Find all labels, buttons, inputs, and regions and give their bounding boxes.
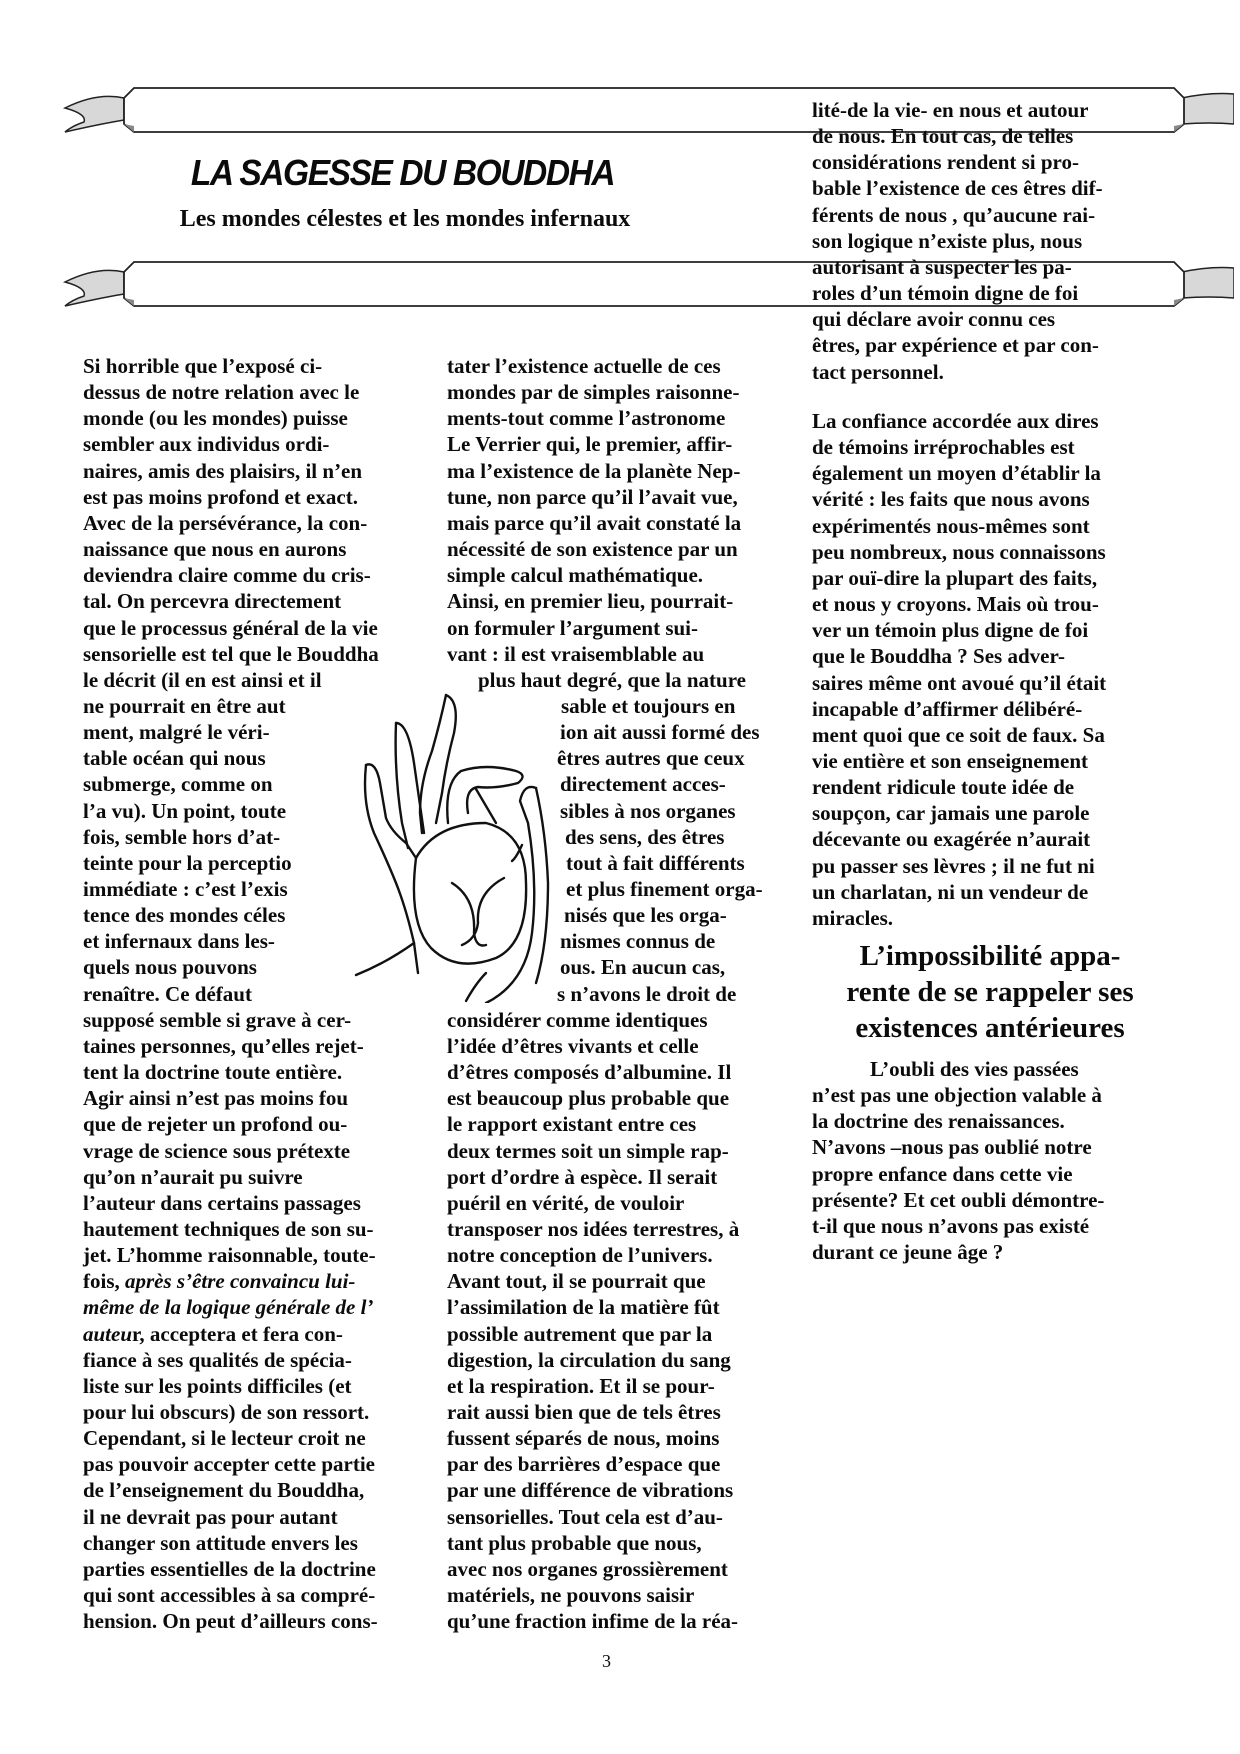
page-number: 3 [602, 1651, 611, 1671]
right-text-line: N’avons –nous pas oublié notre [812, 1135, 1092, 1160]
middle-text-line: qu’une fraction infime de la réa- [447, 1609, 739, 1634]
right-text-line: t-il que nous n’avons pas existé [812, 1213, 1090, 1238]
left-text-line: sensorielle est tel que le Bouddha [83, 641, 379, 666]
right-text-line: vérité : les faits que nous avons [812, 487, 1090, 512]
left-text-line: table océan qui nous [83, 746, 266, 771]
right-text-line: La confiance accordée aux dires [812, 409, 1099, 433]
middle-text-line: d’êtres composés d’albumine. Il [447, 1060, 732, 1085]
middle-text-line: s n’avons le droit de [557, 981, 737, 1006]
left-text-line: fois, semble hors d’at- [83, 824, 281, 849]
middle-text-line: considérer comme identiques [447, 1007, 708, 1032]
left-text-line: il ne devrait pas pour autant [83, 1504, 338, 1529]
left-text-line: Agir ainsi n’est pas moins fou [83, 1086, 349, 1111]
left-text-line: jet. L’homme raisonnable, toute- [83, 1243, 376, 1268]
right-text-line: décevante ou exagérée n’aurait [812, 827, 1091, 852]
right-text-line: et nous y croyons. Mais où trou- [812, 592, 1099, 617]
left-text-line: qui sont accessibles à sa compré- [83, 1583, 376, 1608]
middle-text-line: sibles à nos organes [560, 798, 736, 823]
text-span: r, acceptera et fera con- [132, 1321, 343, 1346]
middle-text-line: mais parce qu’il avait constaté la [447, 510, 742, 535]
middle-text-line: on formuler l’argument sui- [447, 615, 699, 640]
right-text-line: considérations rendent si pro- [812, 150, 1079, 175]
right-text-line: incapable d’affirmer délibéré- [812, 696, 1083, 721]
middle-text-line: par une différence de vibrations [447, 1478, 734, 1503]
section-heading [810, 938, 1170, 1046]
middle-text-line: sable et toujours en [561, 693, 736, 718]
left-text-line: monde (ou les mondes) puisse [83, 406, 348, 431]
right-text-line: durant ce jeune âge ? [812, 1240, 1004, 1265]
left-text-line: immédiate : c’est l’exis [83, 877, 288, 901]
left-text-line: sembler aux individus ordi- [83, 432, 330, 457]
middle-text-line: fussent séparés de nous, moins [447, 1426, 720, 1451]
right-text-line: lité-de la vie- en nous et autour [812, 98, 1089, 122]
right-text-line: rendent ridicule toute idée de [812, 775, 1075, 800]
left-text-line: naires, amis des plaisirs, il n’en [83, 458, 363, 483]
right-text-line: bable l’existence de ces êtres dif- [812, 176, 1103, 201]
section-heading-line: L’impossibilité appa- [859, 940, 1121, 972]
middle-text-line: êtres autres que ceux [557, 746, 745, 771]
right-text-line: ment quoi que ce soit de faux. Sa [812, 722, 1105, 747]
left-text-line: le décrit (il en est ainsi et il [83, 667, 322, 692]
left-text-line: parties essentielles de la doctrine [83, 1556, 376, 1581]
left-text-line: hautement techniques de son su- [83, 1216, 374, 1241]
middle-text-line: le rapport existant entre ces [447, 1112, 697, 1137]
page-title: LA SAGESSE DU BOUDDHA [190, 152, 615, 193]
left-text-line: vrage de science sous prétexte [83, 1138, 351, 1163]
left-text-line [83, 1321, 343, 1347]
middle-text-line: Le Verrier qui, le premier, affir- [447, 432, 733, 457]
right-text-line: soupçon, car jamais une parole [812, 801, 1090, 826]
middle-text-line: vant : il est vraisemblable au [447, 641, 705, 666]
right-text-line: pu passer ses lèvres ; il ne fut ni [812, 853, 1095, 878]
left-text-line: changer son attitude envers les [83, 1530, 358, 1555]
left-text-line [83, 1294, 373, 1320]
right-text-line: un charlatan, ni un vendeur de [812, 879, 1089, 904]
left-text-line: supposé semble si grave à cer- [83, 1007, 352, 1032]
left-text-line: deviendra claire comme du cris- [83, 563, 371, 588]
left-text-line: Si horrible que l’exposé ci- [83, 354, 323, 378]
right-text-line: miracles. [812, 905, 894, 930]
left-text-line: l’a vu). Un point, toute [83, 798, 287, 823]
middle-text-line: nécessité de son existence par un [447, 537, 738, 562]
italic-span: même de la logique générale de l’ [83, 1295, 374, 1320]
text-span: fois, [83, 1269, 125, 1294]
section-heading-line: existences antérieures [855, 1012, 1125, 1044]
middle-text-line: est beaucoup plus probable que [447, 1086, 730, 1111]
left-text-line: de l’enseignement du Bouddha, [83, 1478, 365, 1503]
middle-text-line: ous. En aucun cas, [560, 955, 726, 980]
left-text-line: hension. On peut d’ailleurs cons- [83, 1609, 378, 1634]
middle-text-line: matériels, ne pouvons saisir [447, 1583, 695, 1608]
left-text-line: liste sur les points difficiles (et [83, 1373, 352, 1398]
left-text-line: ne pourrait en être aut [83, 693, 286, 718]
middle-text-line: tant plus probable que nous, [447, 1530, 702, 1555]
middle-text-line: rait aussi bien que de tels êtres [447, 1400, 721, 1424]
right-text-line: autorisant à suspecter les pa- [812, 254, 1072, 279]
right-text-line: son logique n’existe plus, nous [812, 228, 1083, 253]
right-text-line: férents de nous , qu’aucune rai- [812, 202, 1096, 227]
left-text-line: est pas moins profond et exact. [83, 484, 358, 509]
right-text-line: êtres, par expérience et par con- [812, 333, 1099, 358]
middle-text-line: simple calcul mathématique. [447, 563, 704, 588]
middle-text-line: nisés que les orga- [564, 903, 727, 928]
right-text-line: de nous. En tout cas, de telles [812, 124, 1074, 149]
middle-text-line: par des barrières d’espace que [447, 1452, 721, 1477]
right-text-line: n’est pas une objection valable à [812, 1083, 1102, 1108]
left-text-line: que le processus général de la vie [83, 615, 378, 640]
left-text-line: tent la doctrine toute entière. [83, 1060, 343, 1085]
middle-text-line: deux termes soit un simple rap- [447, 1138, 729, 1163]
middle-text-line: ion ait aussi formé des [560, 720, 760, 745]
right-text-line: ver un témoin plus digne de foi [812, 618, 1089, 643]
left-text-line: pas pouvoir accepter cette partie [83, 1452, 375, 1477]
left-text-line: renaître. Ce défaut [83, 981, 252, 1006]
middle-text-line: puéril en vérité, de vouloir [447, 1190, 685, 1215]
left-text-line [83, 1268, 355, 1294]
middle-text-line: ments-tout comme l’astronome [447, 406, 726, 431]
middle-text-line: port d’ordre à espèce. Il serait [447, 1164, 718, 1189]
left-text-line: que de rejeter un profond ou- [83, 1112, 348, 1137]
middle-text-line: et la respiration. Et il se pour- [447, 1373, 715, 1398]
left-text-line: Avec de la persévérance, la con- [83, 510, 368, 535]
middle-text-line: des sens, des êtres [565, 824, 725, 849]
left-text-line: ment, malgré le véri- [83, 720, 270, 745]
right-text-line: tact personnel. [812, 359, 944, 384]
middle-text-line: notre conception de l’univers. [447, 1243, 713, 1268]
middle-text-line: Avant tout, il se pourrait que [447, 1269, 706, 1294]
section-heading-line: rente de se rappeler ses [846, 976, 1134, 1008]
right-text-line: que le Bouddha ? Ses adver- [812, 644, 1066, 669]
right-text-line: vie entière et son enseignement [812, 748, 1089, 773]
right-text-line: roles d’un témoin digne de foi [812, 281, 1079, 306]
mudra-hand-illustration [336, 683, 566, 1003]
page-subtitle: Les mondes célestes et les mondes infernaux [179, 206, 631, 232]
middle-text-line: possible autrement que par la [447, 1321, 713, 1346]
middle-text-line: l’idée d’êtres vivants et celle [447, 1033, 699, 1058]
left-text-line: tence des mondes céles [83, 903, 286, 928]
right-text-line: propre enfance dans cette vie [812, 1161, 1073, 1186]
left-text-line: naissance que nous en aurons [83, 537, 347, 562]
right-text-line: L’oubli des vies passées [870, 1057, 1079, 1081]
left-text-line: fiance à ses qualités de spécia- [83, 1347, 352, 1372]
left-text-line: l’auteur dans certains passages [83, 1190, 361, 1215]
middle-text-line: tout à fait différents [566, 850, 745, 875]
right-text-line: saires même ont avoué qu’il était [812, 670, 1107, 695]
middle-text-line: digestion, la circulation du sang [447, 1347, 731, 1372]
left-text-line: pour lui obscurs) de son ressort. [83, 1400, 370, 1424]
right-text-line: de témoins irréprochables est [812, 435, 1075, 460]
middle-text-line: transposer nos idées terrestres, à [447, 1216, 740, 1241]
left-text-line: tal. On percevra directement [83, 589, 342, 614]
middle-text-line: l’assimilation de la matière fût [447, 1295, 720, 1320]
left-text-line: et infernaux dans les- [83, 929, 275, 954]
middle-text-line: tune, non parce qu’il l’avait vue, [447, 484, 738, 509]
left-text-line: dessus de notre relation avec le [83, 380, 360, 405]
right-text-line: également un moyen d’établir la [812, 461, 1101, 486]
middle-text-line: avec nos organes grossièrement [447, 1556, 728, 1581]
left-text-line: submerge, comme on [83, 772, 273, 797]
right-text-line: présente? Et cet oubli démontre- [812, 1187, 1105, 1212]
middle-text-line: Ainsi, en premier lieu, pourrait- [447, 589, 734, 614]
right-text-line: par ouï-dire la plupart des faits, [812, 565, 1098, 590]
right-text-line: expérimentés nous-mêmes sont [812, 513, 1090, 538]
left-text-line: Cependant, si le lecteur croit ne [83, 1426, 366, 1451]
italic-span: après s’être convaincu lui- [125, 1269, 356, 1294]
middle-text-line: ma l’existence de la planète Nep- [447, 458, 741, 483]
middle-text-line: et plus finement orga- [566, 877, 763, 901]
left-text-line: quels nous pouvons [83, 955, 257, 980]
right-text-line: peu nombreux, nous connaissons [812, 539, 1106, 564]
middle-text-line: tater l’existence actuelle de ces [447, 354, 721, 378]
left-text-line: teinte pour la perceptio [83, 850, 292, 875]
middle-text-line: mondes par de simples raisonne- [447, 380, 740, 405]
right-text-line: qui déclare avoir connu ces [812, 307, 1056, 332]
middle-text-line: directement acces- [560, 772, 726, 797]
italic-span: auteu [83, 1321, 133, 1346]
middle-text-line: nismes connus de [560, 929, 716, 954]
middle-text-line: sensorielles. Tout cela est d’au- [447, 1504, 723, 1529]
left-text-line: taines personnes, qu’elles rejet- [83, 1033, 364, 1058]
right-text-line: la doctrine des renaissances. [812, 1109, 1065, 1134]
middle-text-line: plus haut degré, que la nature [478, 667, 746, 692]
left-text-line: qu’on n’aurait pu suivre [83, 1164, 303, 1189]
